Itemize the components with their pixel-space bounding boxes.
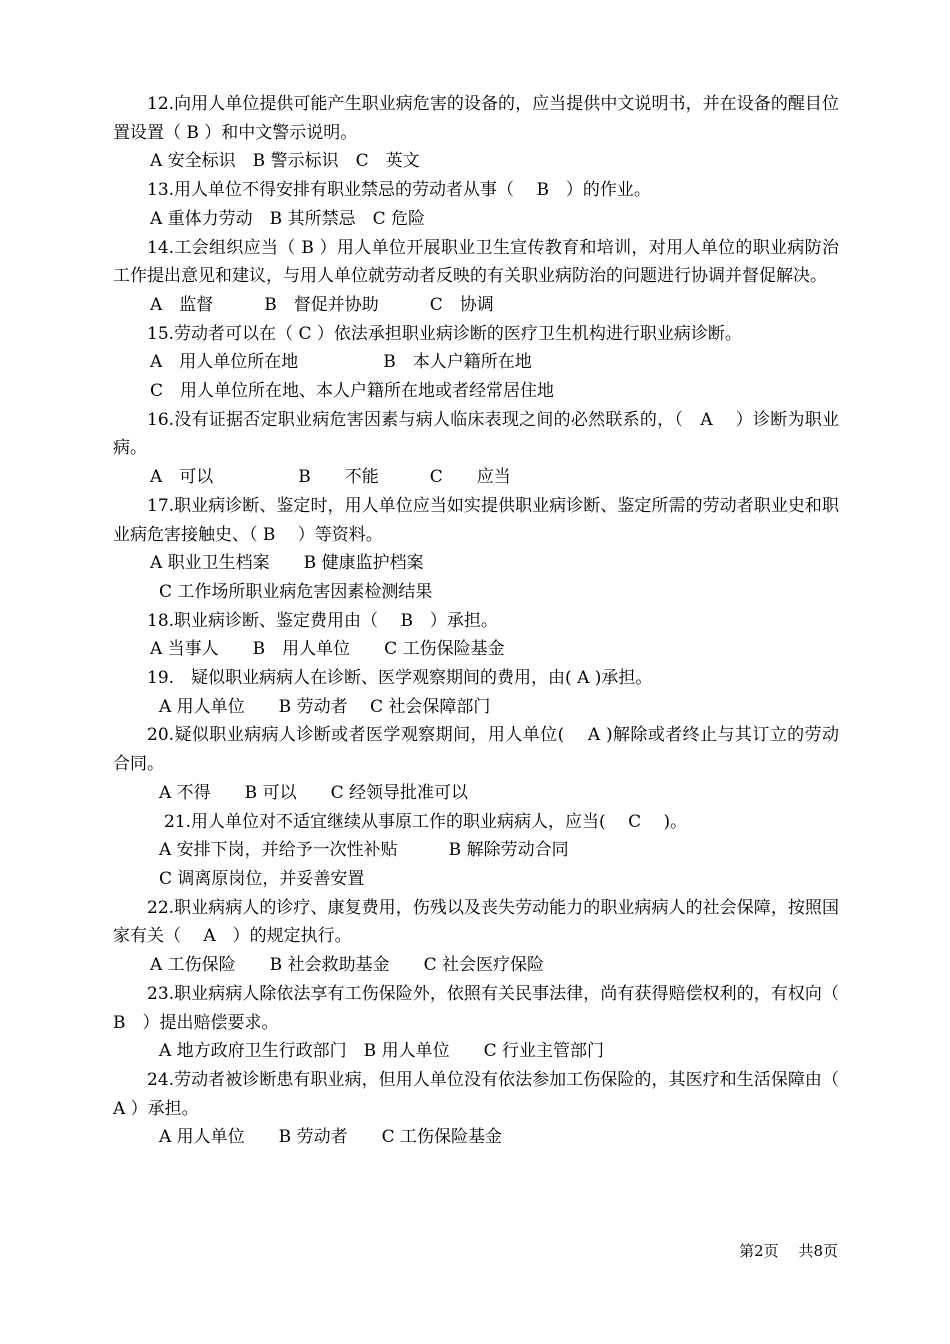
answer-options: A 当事人 B 用人单位 C 工伤保险基金	[150, 639, 505, 660]
answer-options: A 重体力劳动 B 其所禁忌 C 危险	[150, 208, 425, 229]
answer-options: A 不得 B 可以 C 经领导批准可以	[159, 782, 468, 803]
answer-options: C 调离原岗位，并妥善安置	[159, 868, 365, 889]
page-footer: 第2页 共8页	[739, 1242, 838, 1260]
answer-options: A 用人单位 B 劳动者 C 社会保障部门	[159, 696, 491, 717]
question-text: 12.向用人单位提供可能产生职业病危害的设备的，应当提供中文说明书，并在设备的醒目位置设置（ B ）和中文警示说明。	[113, 94, 839, 143]
answer-options: A 地方政府卫生行政部门 B 用人单位 C 行业主管部门	[159, 1041, 604, 1062]
answer-options: A 用人单位 B 劳动者 C 工伤保险基金	[159, 1127, 502, 1148]
question-text: 24.劳动者被诊断患有职业病，但用人单位没有依法参加工伤保险的，其医疗和生活保障由（ A ）承担。	[113, 1069, 845, 1119]
question-text: 14.工会组织应当（ B ）用人单位开展职业卫生宣传教育和培训，对用人单位的职业病防治工作提出意见和建议，与用人单位就劳动者反映的有关职业病防治的问题进行协调并督促解决。	[113, 237, 839, 287]
answer-options: A 用人单位所在地 B 本人户籍所在地	[150, 352, 532, 373]
document-body	[113, 90, 862, 1152]
question-text: 23.职业病病人除依法享有工伤保险外，依照有关民事法律，尚有获得赔偿权利的，有权向（ B ）提出赔偿要求。	[113, 983, 862, 1033]
question-text: 13.用人单位不得安排有职业禁忌的劳动者从事（ B ）的作业。	[147, 180, 651, 201]
question-text: 20.疑似职业病病人诊断或者医学观察期间，用人单位( A )解除或者终止与其订立的劳动合同。	[113, 725, 839, 775]
question-text: 17.职业病诊断、鉴定时，用人单位应当如实提供职业病诊断、鉴定所需的劳动者职业史和职业病危害接触史、（ B ）等资料。	[113, 495, 839, 545]
answer-options: A 监督 B 督促并协助 C 协调	[150, 294, 494, 315]
answer-options: A 安排下岗，并给予一次性补贴 B 解除劳动合同	[159, 840, 569, 861]
answer-options: A 工伤保险 B 社会救助基金 C 社会医疗保险	[150, 955, 544, 976]
answer-options: A 安全标识 B 警示标识 C 英文	[150, 151, 420, 172]
question-text: 16.没有证据否定职业病危害因素与病人临床表现之间的必然联系的，（ A ）诊断为职业病。	[113, 409, 839, 459]
question-text: 19. 疑似职业病病人在诊断、医学观察期间的费用，由( A )承担。	[147, 668, 653, 689]
answer-options: C 工作场所职业病危害因素检测结果	[159, 581, 433, 602]
question-text: 18.职业病诊断、鉴定费用由（ B ）承担。	[147, 610, 498, 631]
question-text: 15.劳动者可以在（ C ）依法承担职业病诊断的医疗卫生机构进行职业病诊断。	[147, 323, 742, 344]
answer-options: C 用人单位所在地、本人户籍所在地或者经常居住地	[150, 381, 555, 402]
answer-options: A 可以 B 不能 C 应当	[150, 467, 511, 488]
answer-options: A 职业卫生档案 B 健康监护档案	[150, 553, 424, 574]
question-text: 22.职业病病人的诊疗、康复费用，伤残以及丧失劳动能力的职业病病人的社会保障，按照国家有关（ A ）的规定执行。	[113, 897, 839, 947]
question-text: 21.用人单位对不适宜继续从事原工作的职业病病人，应当( C )。	[147, 811, 688, 832]
